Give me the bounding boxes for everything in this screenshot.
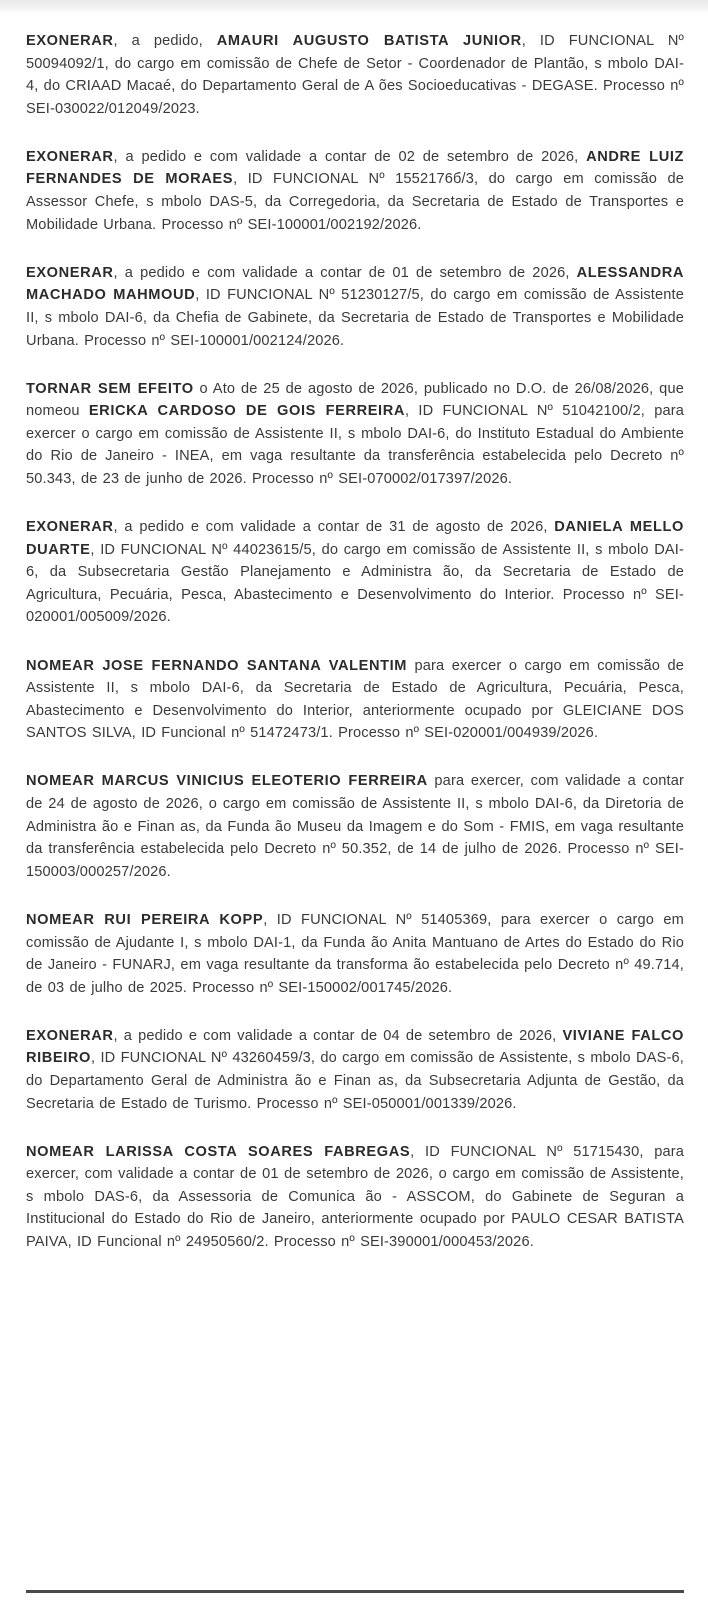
act-text: , a pedido,	[113, 33, 217, 49]
act-text: , ID FUNCIONAL Nº 1552176б/3, do cargo em comissão de Assessor Chefe, s mbolo DAS-5, da Corregedoria, da Secretaria de Estado de Transportes e Mobilidade Urbana. Processo nº SEI-100001/002192/2026.	[26, 171, 684, 233]
act-keyword: EXONERAR	[26, 1027, 114, 1044]
act-paragraph	[26, 909, 684, 999]
act-paragraph	[26, 146, 684, 236]
person-name: AMAURI AUGUSTO BATISTA JUNIOR	[216, 33, 522, 49]
act-paragraph	[26, 770, 684, 883]
top-shade	[0, 0, 708, 14]
act-keyword: EXONERAR	[26, 33, 114, 49]
act-text: , ID FUNCIONAL Nº 43260459/3, do cargo em comissão de Assistente, s mbolo DAS-6, do Departamento Geral de Administra ão e Finan as, da Subsecretaria Adjunta de Gestão, da Secretaria de Estado de Turismo. Processo nº SEI-050001/001339/2026.	[26, 1050, 684, 1112]
person-name: DANIELA MELLO DUARTE	[26, 519, 684, 558]
act-text: para exercer o cargo em comissão de Assistente II, s mbolo DAI-6, da Secretaria de Estado de Agricultura, Pecuária, Pesca, Abastecimento e Desenvolvimento do Interior, anteriormente ocupado por GLEICIANE DOS SANTOS SILVA, ID Funcional nº 51472473/1. Processo nº SEI-020001/004939/2026.	[26, 657, 685, 742]
act-paragraph	[26, 378, 684, 491]
act-text: , a pedido e com validade a contar de 31 de agosto de 2026,	[113, 519, 555, 536]
bottom-divider	[26, 1590, 684, 1593]
act-text: , ID FUNCIONAL Nº 50094092/1, do cargo em comissão de Chefe de Setor - Coordenador de Plantão, s mbolo DAI-4, do CRIAAD Macaé, do Departamento Geral de A ões Socioeducativas - DEGASE. Processo nº SEI-030022/012049/2023.	[26, 33, 684, 117]
act-paragraph	[26, 1141, 684, 1254]
act-text: o Ato de 25 de agosto de 2026, publicado no D.O. de 26/08/2026, que nomeou	[26, 380, 684, 420]
act-keyword: NOMEAR MARCUS VINICIUS ELEOTERIO FERREIRA	[26, 773, 428, 790]
act-text: , a pedido e com validade a contar de 02 de setembro de 2026,	[113, 148, 587, 165]
act-text: , a pedido e com validade a contar de 01 de setembro de 2026,	[113, 264, 577, 281]
act-text: para exercer, com validade a contar de 24 de agosto de 2026, o cargo em comissão de Assistente II, s mbolo DAI-6, da Diretoria de Administra ão e Finan as, da Funda ão Museu da Imagem e do Som - FMIS, em vaga resultante da transferência estabelecida pelo Decreto nº 50.352, de 14 de julho de 2026. Processo nº SEI-150003/000257/2026.	[26, 773, 684, 880]
act-paragraph	[26, 1025, 684, 1115]
act-text: , ID FUNCIONAL Nº 51405369, para exercer o cargo em comissão de Ajudante I, s mbolo DAI-1, da Funda ão Anita Mantuano de Artes do Estado do Rio de Janeiro - FUNARJ, em vaga resultante da transforma ão estabelecida pelo Decreto nº 49.714, de 03 de julho de 2025. Processo nº SEI-150002/001745/2026.	[26, 911, 684, 996]
act-keyword: TORNAR SEM EFEITO	[26, 380, 194, 397]
act-text: , ID FUNCIONAL Nº 51042100/2, para exercer o cargo em comissão de Assistente II, s mbolo DAI-6, do Instituto Estadual do Ambiente do Rio de Janeiro - INEA, em vaga resultante da transferência estabelecida pelo Decreto nº 50.343, de 23 de junho de 2026. Processo nº SEI-070002/017397/2026.	[26, 403, 685, 487]
gazette-column	[26, 30, 684, 1279]
act-keyword: EXONERAR	[26, 264, 114, 281]
act-paragraph	[26, 262, 684, 352]
act-text: , ID FUNCIONAL Nº 51715430, para exercer, com validade a contar de 01 de setembro de 2026, o cargo em comissão de Assistente, s mbolo DAS-6, da Assessoria de Comunica ão - ASSCOM, do Gabinete de Seguran a Institucional do Estado do Rio de Janeiro, anteriormente ocupado por PAULO CESAR BATISTA PAIVA, ID Funcional nº 24950560/2. Processo nº SEI-390001/000453/2026.	[26, 1143, 684, 1251]
act-paragraph	[26, 516, 684, 629]
act-keyword: NOMEAR LARISSA COSTA SOARES FABREGAS	[26, 1143, 411, 1160]
act-keyword: EXONERAR	[26, 519, 114, 536]
act-text: , ID FUNCIONAL Nº 44023615/5, do cargo em comissão de Assistente II, s mbolo DAI-6, da Subsecretaria Gestão Planejamento e Administra ão, da Secretaria de Estado de Agricultura, Pecuária, Pesca, Abastecimento e Desenvolvimento do Interior. Processo nº SEI-020001/005009/2026.	[26, 541, 684, 626]
act-text: , a pedido e com validade a contar de 04 de setembro de 2026,	[113, 1027, 563, 1044]
person-name: ERICKA CARDOSO DE GOIS FERREIRA	[88, 403, 405, 420]
act-keyword: NOMEAR JOSE FERNANDO SANTANA VALENTIM	[26, 657, 408, 674]
person-name: ALESSANDRA MACHADO MAHMOUD	[26, 264, 684, 304]
person-name: ANDRE LUIZ FERNANDES DE MORAES	[26, 148, 684, 188]
act-paragraph	[26, 655, 684, 745]
act-keyword: NOMEAR RUI PEREIRA KOPP	[26, 911, 264, 928]
act-keyword: EXONERAR	[26, 148, 114, 165]
act-paragraph	[26, 30, 684, 120]
person-name: VIVIANE FALCO RIBEIRO	[26, 1027, 684, 1067]
act-text: , ID FUNCIONAL Nº 51230127/5, do cargo em comissão de Assistente II, s mbolo DAI-6, da Chefia de Gabinete, da Secretaria de Estado de Transportes e Mobilidade Urbana. Processo nº SEI-100001/002124/2026.	[26, 287, 684, 349]
